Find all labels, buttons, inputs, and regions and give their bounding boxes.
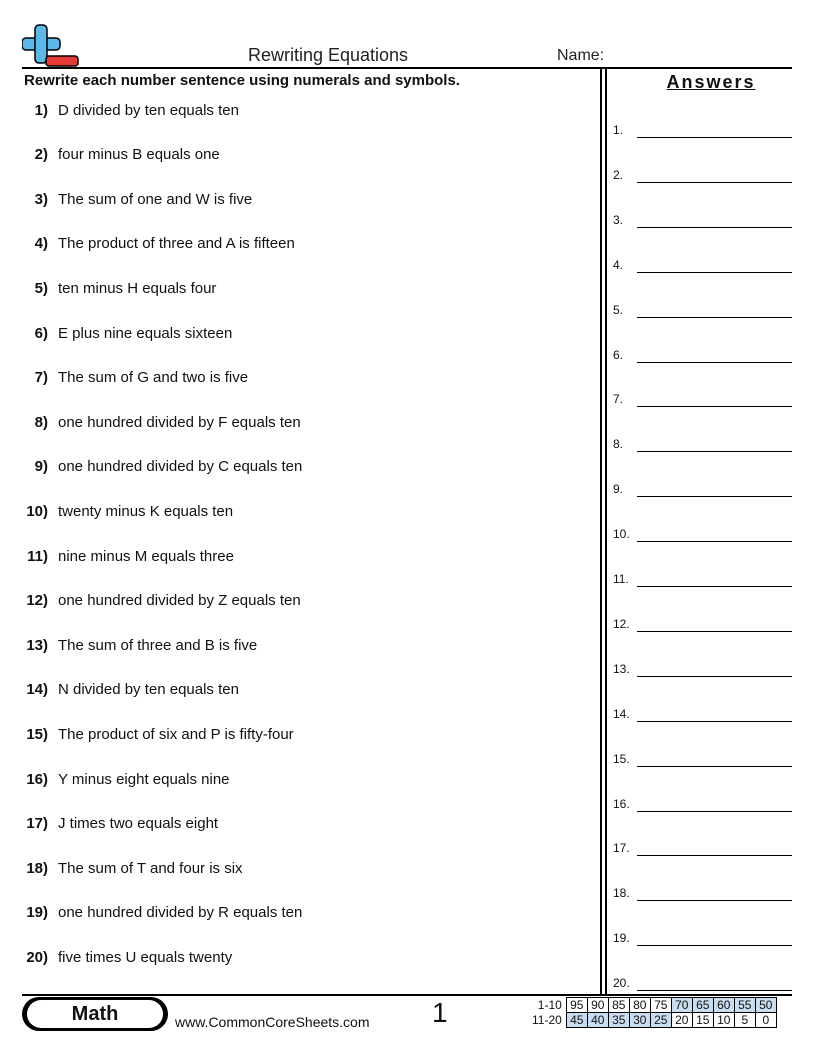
question-text: The sum of three and B is five (58, 636, 258, 654)
answer-line[interactable] (637, 182, 792, 183)
answer-line[interactable] (637, 990, 792, 991)
question-text: The sum of G and two is five (58, 369, 249, 387)
score-table (530, 997, 777, 1028)
question-text: one hundred divided by Z equals ten (58, 592, 301, 610)
question-item (0, 322, 232, 344)
score-row (530, 1013, 776, 1028)
answer-blank[interactable] (613, 572, 792, 588)
answer-number: 5. (613, 302, 624, 317)
score-cell: 45 (566, 1013, 587, 1028)
question-number: 19) (26, 904, 48, 922)
answer-number: 1. (613, 123, 624, 137)
header-divider (22, 67, 792, 69)
question-number: 12) (26, 592, 48, 610)
score-cell: 30 (629, 1013, 650, 1028)
score-cell: 95 (566, 998, 587, 1013)
answer-blank[interactable] (613, 258, 792, 274)
answer-number: 18. (613, 886, 630, 901)
question-text: The sum of one and W is five (58, 190, 253, 208)
score-cell: 35 (608, 1013, 629, 1028)
answer-blank[interactable] (613, 527, 792, 543)
question-item (0, 857, 243, 879)
subject-label: Math (27, 1000, 163, 1028)
question-number: 3) (34, 190, 48, 208)
question-number: 5) (34, 279, 48, 297)
answer-number: 9. (613, 482, 624, 497)
question-number: 10) (26, 502, 48, 520)
answer-blank[interactable] (613, 931, 792, 947)
score-cell: 85 (608, 998, 629, 1013)
answer-blank[interactable] (613, 303, 792, 319)
question-number: 8) (34, 413, 48, 431)
question-item (0, 233, 295, 255)
instructions: Rewrite each number sentence using numerals and symbols. (24, 72, 460, 89)
answer-line[interactable] (637, 451, 792, 452)
answer-blank[interactable] (613, 437, 792, 453)
answer-line[interactable] (637, 496, 792, 497)
answer-number: 4. (613, 257, 624, 272)
score-row (530, 998, 776, 1013)
question-number: 20) (26, 948, 48, 966)
answer-number: 2. (613, 167, 624, 182)
name-label: Name: (557, 47, 605, 64)
score-cell: 5 (734, 1013, 755, 1028)
question-number: 16) (26, 770, 48, 788)
column-divider (600, 67, 602, 995)
question-item (0, 679, 239, 701)
question-item (0, 723, 294, 745)
answer-line[interactable] (637, 945, 792, 946)
question-number: 4) (34, 235, 48, 253)
answer-line[interactable] (637, 676, 792, 677)
score-cell: 90 (587, 998, 608, 1013)
answer-number: 20. (613, 976, 630, 991)
question-number: 9) (34, 458, 48, 476)
answer-number: 15. (613, 751, 630, 766)
answer-blank[interactable] (613, 213, 792, 229)
question-text: Y minus eight equals nine (58, 770, 230, 788)
page-title: Rewriting Equations (247, 45, 409, 65)
question-item (0, 277, 216, 299)
question-text: ten minus H equals four (58, 279, 217, 297)
answer-number: 14. (613, 706, 630, 721)
answers-heading: Answers (666, 72, 756, 92)
score-cell: 75 (650, 998, 671, 1013)
question-text: D divided by ten equals ten (58, 101, 239, 119)
question-text: J times two equals eight (58, 815, 219, 833)
answer-number: 10. (613, 527, 630, 542)
answer-blank[interactable] (613, 752, 792, 768)
answer-line[interactable] (637, 855, 792, 856)
question-text: twenty minus K equals ten (58, 502, 234, 520)
question-item (0, 500, 233, 522)
question-item (0, 768, 230, 790)
answer-number: 19. (613, 931, 630, 946)
question-text: one hundred divided by F equals ten (58, 413, 301, 431)
answer-line[interactable] (637, 586, 792, 587)
score-cell: 55 (734, 998, 755, 1013)
question-item (0, 411, 301, 433)
score-range-label: 11-20 (532, 1013, 562, 1027)
answer-number: 8. (613, 437, 624, 452)
question-number: 17) (26, 815, 48, 833)
answer-blank[interactable] (613, 123, 792, 139)
answer-blank[interactable] (613, 662, 792, 678)
answer-number: 13. (613, 661, 630, 676)
answer-line[interactable] (637, 721, 792, 722)
question-text: one hundred divided by R equals ten (58, 904, 303, 922)
answer-blank[interactable] (613, 168, 792, 184)
score-cell: 20 (671, 1013, 692, 1028)
question-text: The product of three and A is fifteen (58, 235, 295, 253)
question-number: 15) (26, 725, 48, 743)
score-cell: 50 (755, 998, 776, 1013)
question-number: 2) (34, 146, 48, 164)
answer-line[interactable] (637, 541, 792, 542)
answer-number: 6. (613, 347, 624, 362)
answer-line[interactable] (637, 362, 792, 363)
answer-blank[interactable] (613, 976, 792, 992)
answer-blank[interactable] (613, 707, 792, 723)
question-number: 7) (34, 369, 48, 387)
question-item (0, 813, 218, 835)
answer-number: 12. (613, 616, 630, 631)
score-cell: 15 (692, 1013, 713, 1028)
question-item (0, 545, 234, 567)
answer-line[interactable] (637, 631, 792, 632)
question-item (0, 144, 220, 166)
question-number: 14) (26, 681, 48, 699)
score-cell: 60 (713, 998, 734, 1013)
score-cell: 0 (755, 1013, 776, 1028)
question-text: The sum of T and four is six (58, 859, 243, 877)
footer-divider (22, 994, 792, 996)
score-cell: 10 (713, 1013, 734, 1028)
answer-blank[interactable] (613, 348, 792, 364)
score-cell: 65 (692, 998, 713, 1013)
answer-line[interactable] (637, 766, 792, 767)
question-item (0, 902, 302, 924)
question-number: 11) (27, 547, 48, 565)
score-cell: 80 (629, 998, 650, 1013)
question-text: four minus B equals one (58, 146, 220, 164)
answer-number: 17. (613, 841, 630, 856)
answer-blank[interactable] (613, 886, 792, 902)
question-item (0, 367, 248, 389)
question-item (0, 456, 302, 478)
question-text: E plus nine equals sixteen (58, 324, 233, 342)
question-item (0, 99, 239, 121)
answer-line[interactable] (637, 272, 792, 273)
page-number: 1 (432, 997, 448, 1028)
question-number: 6) (34, 324, 48, 342)
question-text: nine minus M equals three (58, 547, 234, 565)
answer-blank[interactable] (613, 797, 792, 813)
column-divider (605, 67, 607, 995)
score-cell: 70 (671, 998, 692, 1013)
question-number: 1) (34, 101, 48, 119)
answer-line[interactable] (637, 227, 792, 228)
score-range-label: 1-10 (537, 998, 562, 1012)
answer-line[interactable] (637, 317, 792, 318)
answer-blank[interactable] (613, 392, 792, 408)
question-item (0, 590, 301, 612)
score-cell: 25 (650, 1013, 671, 1028)
question-item (0, 188, 252, 210)
answer-line[interactable] (637, 900, 792, 901)
question-item (0, 634, 257, 656)
question-text: N divided by ten equals ten (58, 681, 239, 699)
answer-line[interactable] (637, 811, 792, 812)
answer-number: 11. (613, 572, 629, 586)
answer-number: 7. (613, 392, 624, 407)
question-item (0, 946, 232, 968)
answer-line[interactable] (637, 137, 792, 138)
question-text: one hundred divided by C equals ten (58, 458, 303, 476)
answer-number: 3. (613, 212, 624, 227)
answer-line[interactable] (637, 406, 792, 407)
answer-blank[interactable] (613, 841, 792, 857)
question-number: 13) (26, 636, 48, 654)
question-number: 18) (26, 859, 48, 877)
answer-number: 16. (613, 796, 630, 811)
answer-blank[interactable] (613, 482, 792, 498)
answer-blank[interactable] (613, 617, 792, 633)
website-text: www.CommonCoreSheets.com (175, 1014, 370, 1030)
question-text: The product of six and P is fifty-four (58, 725, 294, 743)
score-cell: 40 (587, 1013, 608, 1028)
question-text: five times U equals twenty (58, 948, 233, 966)
